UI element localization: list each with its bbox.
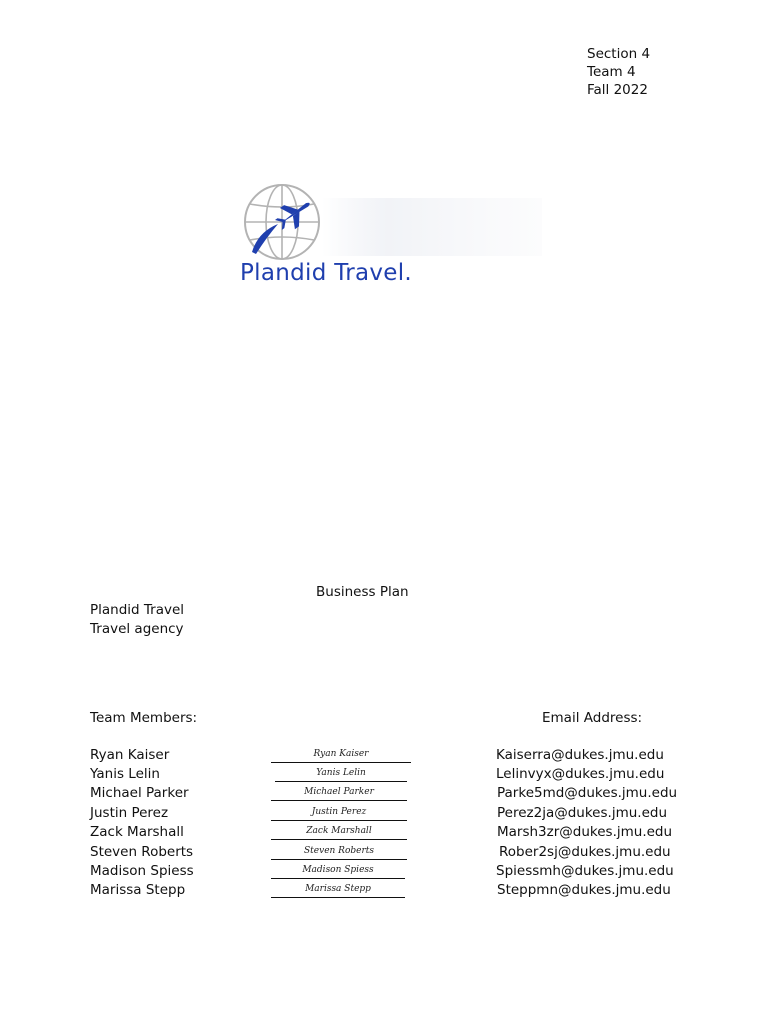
email-address-heading: Email Address:	[542, 710, 643, 726]
member-email: Rober2sj@dukes.jmu.edu	[499, 844, 671, 860]
member-signature: Steven Roberts	[271, 843, 407, 860]
team-label: Team 4	[587, 64, 636, 80]
member-signature: Ryan Kaiser	[271, 746, 411, 763]
member-email: Spiessmh@dukes.jmu.edu	[496, 863, 674, 879]
member-name: Marissa Stepp	[90, 882, 186, 898]
member-name: Steven Roberts	[90, 844, 194, 860]
member-email: Perez2ja@dukes.jmu.edu	[497, 805, 667, 821]
section-label: Section 4	[587, 46, 651, 62]
globe-airplane-icon	[232, 180, 552, 260]
member-signature: Yanis Lelin	[275, 765, 407, 782]
member-signature: Madison Spiess	[271, 862, 405, 879]
company-name: Plandid Travel	[90, 602, 185, 618]
member-signature: Zack Marshall	[271, 823, 407, 840]
member-name: Justin Perez	[90, 805, 169, 821]
team-member-row	[0, 843, 768, 862]
member-name: Madison Spiess	[90, 863, 194, 879]
logo-text: Plandid Travel.	[240, 260, 413, 286]
team-member-row	[0, 862, 768, 881]
member-email: Kaiserra@dukes.jmu.edu	[496, 747, 664, 763]
team-member-row	[0, 823, 768, 842]
team-members-heading: Team Members:	[90, 710, 198, 726]
team-member-row	[0, 804, 768, 823]
member-email: Parke5md@dukes.jmu.edu	[497, 785, 678, 801]
member-name: Yanis Lelin	[90, 766, 160, 782]
member-email: Marsh3zr@dukes.jmu.edu	[497, 824, 673, 840]
section-info	[587, 45, 650, 99]
team-member-row	[0, 881, 768, 900]
member-signature: Justin Perez	[271, 804, 407, 821]
document-title: Business Plan	[316, 584, 409, 600]
term-label: Fall 2022	[587, 82, 648, 98]
member-email: Lelinvyx@dukes.jmu.edu	[496, 766, 665, 782]
member-name: Zack Marshall	[90, 824, 184, 840]
team-member-row	[0, 765, 768, 784]
member-signature: Marissa Stepp	[271, 881, 405, 898]
company-logo	[232, 180, 552, 295]
member-name: Michael Parker	[90, 785, 189, 801]
member-email: Steppmn@dukes.jmu.edu	[497, 882, 671, 898]
company-type: Travel agency	[90, 621, 184, 637]
member-signature: Michael Parker	[271, 784, 407, 801]
team-member-row	[0, 784, 768, 803]
member-name: Ryan Kaiser	[90, 747, 170, 763]
team-member-row	[0, 746, 768, 765]
